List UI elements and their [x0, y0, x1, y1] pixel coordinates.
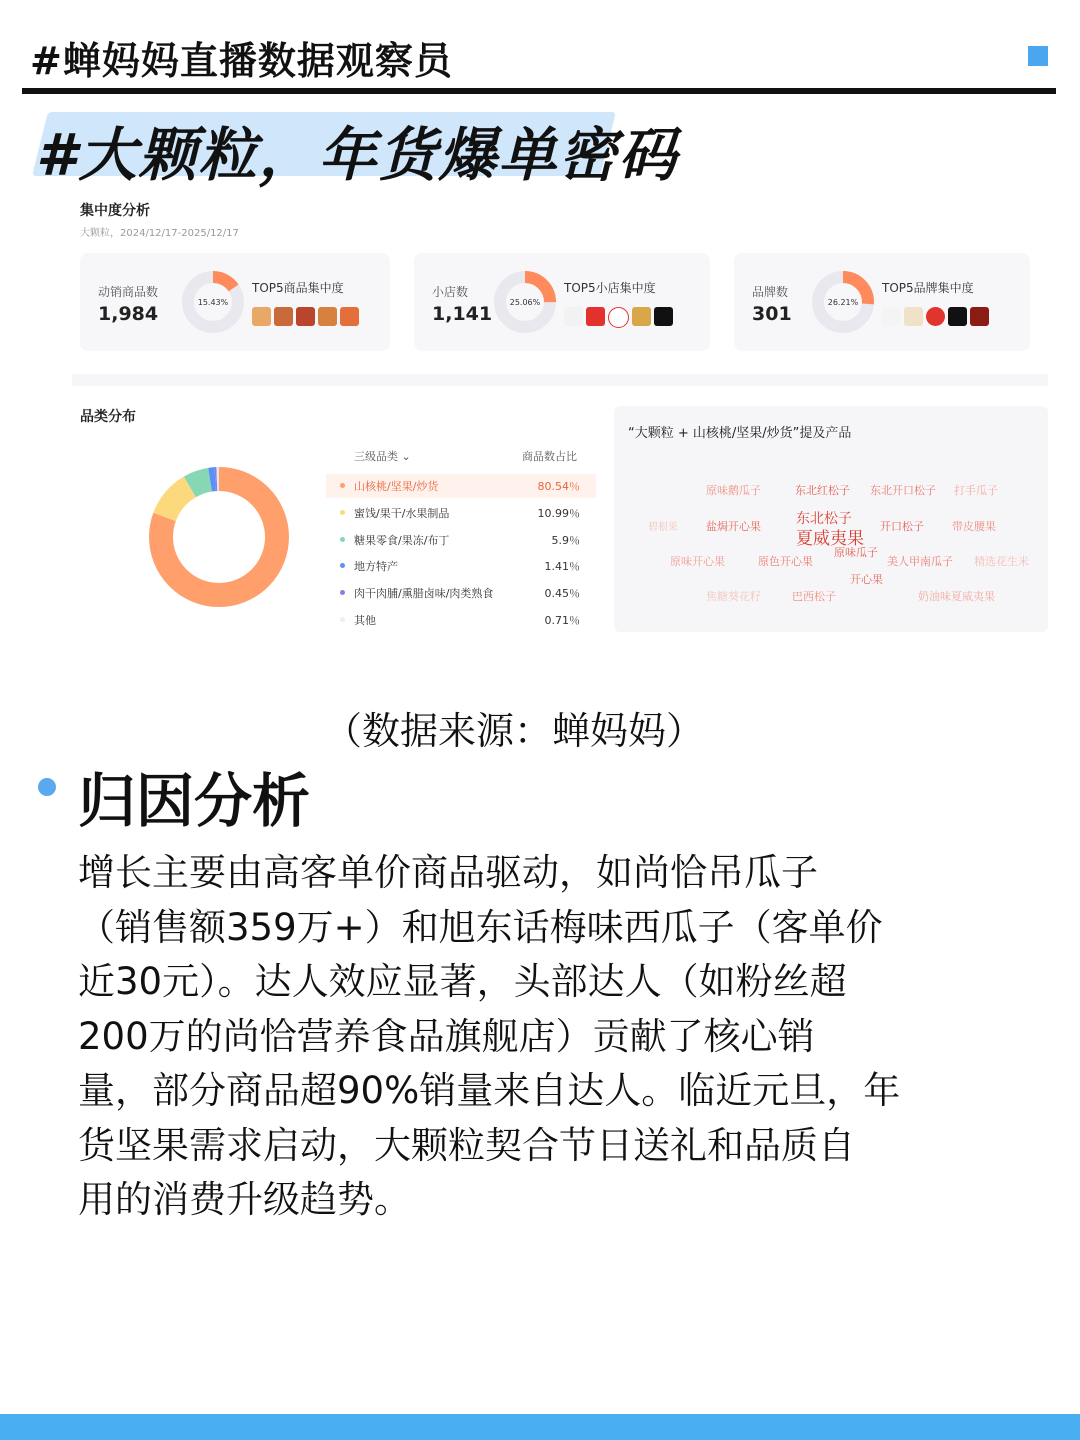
category-title: 品类分布 — [80, 409, 136, 425]
category-pct: 10.99％ — [537, 507, 580, 520]
card-value: 1,984 — [98, 303, 159, 325]
brand-logo[interactable] — [926, 307, 945, 326]
shop-logo[interactable] — [654, 307, 673, 326]
column-header-label: 三级品类 — [354, 450, 398, 463]
paragraph-line: 增长主要由高客单价商品驱动，如尚恰吊瓜子 — [78, 851, 818, 894]
card-products — [80, 253, 390, 351]
product-thumb[interactable] — [340, 307, 359, 326]
headline: #大颗粒，年货爆单密码 — [36, 121, 679, 189]
wordcloud-word[interactable]: 开心果 — [850, 573, 883, 586]
card-shops — [414, 253, 710, 351]
brand-logo[interactable] — [882, 307, 901, 326]
wordcloud-word[interactable]: 巴西松子 — [792, 590, 836, 603]
legend-dot — [340, 510, 345, 515]
brand-logo[interactable] — [904, 307, 923, 326]
card-brands — [734, 253, 1030, 351]
category-row[interactable] — [326, 554, 596, 578]
concentration-subtitle: 大颗粒，2024/12/17-2025/12/17 — [80, 228, 239, 239]
wordcloud-word[interactable]: 美人甲南瓜子 — [887, 555, 953, 568]
donut-label: 25.06% — [509, 298, 541, 307]
concentration-donut — [810, 269, 876, 335]
top5-thumbnails — [882, 307, 989, 326]
card-label: 小店数 — [432, 285, 469, 299]
category-pct: 80.54％ — [537, 480, 580, 493]
wordcloud-word[interactable]: 夏威夷果 — [796, 529, 864, 549]
column-header-share: 商品数占比 — [522, 450, 577, 463]
wordcloud-word[interactable]: 焦糖葵花籽 — [706, 590, 761, 603]
top5-title: TOP5商品集中度 — [252, 281, 344, 295]
wordcloud-word[interactable]: 盐焗开心果 — [706, 520, 761, 533]
donut-label: 26.21% — [827, 298, 859, 307]
top5-thumbnails — [564, 307, 673, 328]
wordcloud-title: “大颗粒 + 山核桃/坚果/炒货”提及产品 — [628, 426, 852, 441]
category-name: 其他 — [354, 614, 376, 627]
analysis-paragraph — [78, 846, 1018, 1228]
header-square-icon — [1028, 46, 1048, 66]
wordcloud-word[interactable]: 奶油味夏威夷果 — [918, 590, 995, 603]
wordcloud-word[interactable]: 东北松子 — [796, 511, 852, 527]
section-divider — [72, 374, 1048, 386]
legend-dot — [340, 563, 345, 568]
paragraph-line: 用的消费升级趋势。 — [78, 1178, 411, 1221]
concentration-donut — [492, 269, 558, 335]
wordcloud-word[interactable]: 东北红松子 — [795, 484, 850, 497]
category-row[interactable] — [326, 501, 596, 525]
category-name: 糖果零食/果冻/布丁 — [354, 534, 450, 547]
category-pct: 1.41％ — [544, 560, 580, 573]
category-name: 肉干肉脯/熏腊卤味/肉类熟食 — [354, 587, 494, 600]
wordcloud-word[interactable]: 碧根果 — [648, 522, 678, 533]
category-pct: 5.9％ — [551, 534, 580, 547]
shop-logo[interactable] — [608, 307, 629, 328]
card-label: 品牌数 — [752, 285, 789, 299]
category-pct: 0.45％ — [544, 587, 580, 600]
data-source: （数据来源：蝉妈妈） — [324, 709, 705, 753]
brand-logo[interactable] — [970, 307, 989, 326]
card-value: 301 — [752, 303, 792, 325]
wordcloud-word[interactable]: 原色开心果 — [758, 555, 813, 568]
legend-dot — [340, 617, 345, 622]
product-wordcloud — [614, 406, 1048, 632]
wordcloud-word[interactable]: 精选花生米 — [974, 555, 1029, 568]
wordcloud-word[interactable]: 打手瓜子 — [954, 484, 998, 497]
wordcloud-word[interactable]: 开口松子 — [880, 520, 924, 533]
legend-dot — [340, 537, 345, 542]
category-row[interactable] — [326, 608, 596, 632]
analysis-screenshot — [72, 190, 1052, 650]
wordcloud-word[interactable]: 原味瓜子 — [834, 546, 878, 559]
paragraph-line: 200万的尚恰营养食品旗舰店）贡献了核心销 — [78, 1014, 815, 1058]
category-name: 蜜饯/果干/水果制品 — [354, 507, 450, 520]
legend-dot — [340, 483, 345, 488]
bullet-dot-icon — [38, 778, 56, 796]
top5-thumbnails — [252, 307, 359, 326]
category-row[interactable] — [326, 528, 596, 552]
product-thumb[interactable] — [318, 307, 337, 326]
donut-label: 15.43% — [197, 298, 229, 307]
paragraph-line: 近30元）。达人效应显著，头部达人（如粉丝超 — [78, 960, 847, 1003]
category-name: 地方特产 — [354, 560, 398, 573]
paragraph-line: （销售额359万+）和旭东话梅味西瓜子（客单价 — [78, 905, 883, 949]
wordcloud-word[interactable]: 原味开心果 — [670, 555, 725, 568]
page-header-title: #蝉妈妈直播数据观察员 — [30, 39, 453, 83]
category-row[interactable] — [326, 474, 596, 498]
card-value: 1,141 — [432, 303, 493, 325]
bottom-accent-bar — [0, 1414, 1080, 1440]
wordcloud-word[interactable]: 原味鹅瓜子 — [706, 484, 761, 497]
product-thumb[interactable] — [252, 307, 271, 326]
category-pct: 0.71％ — [544, 614, 580, 627]
chevron-down-icon: ⌄ — [401, 450, 411, 463]
shop-logo[interactable] — [586, 307, 605, 326]
brand-logo[interactable] — [948, 307, 967, 326]
paragraph-line: 量，部分商品超90%销量来自达人。临近元旦，年 — [78, 1069, 901, 1112]
wordcloud-word[interactable]: 东北开口松子 — [870, 484, 936, 497]
category-row[interactable] — [326, 581, 596, 605]
product-thumb[interactable] — [274, 307, 293, 326]
legend-dot — [340, 590, 345, 595]
top5-title: TOP5品牌集中度 — [882, 281, 974, 295]
paragraph-line: 货坚果需求启动，大颗粒契合节日送礼和品质自 — [78, 1123, 855, 1167]
category-name: 山核桃/坚果/炒货 — [354, 480, 439, 493]
product-thumb[interactable] — [296, 307, 315, 326]
top5-title: TOP5小店集中度 — [564, 281, 656, 295]
concentration-donut — [180, 269, 246, 335]
category-donut-chart — [144, 462, 294, 612]
wordcloud-word[interactable]: 带皮腰果 — [952, 520, 996, 533]
card-label: 动销商品数 — [98, 285, 159, 299]
column-header-category[interactable] — [354, 448, 411, 464]
shop-logo[interactable] — [632, 307, 651, 326]
section-heading: 归因分析 — [78, 767, 311, 835]
concentration-title: 集中度分析 — [80, 203, 150, 219]
shop-logo[interactable] — [564, 307, 583, 326]
header-divider — [22, 88, 1056, 94]
